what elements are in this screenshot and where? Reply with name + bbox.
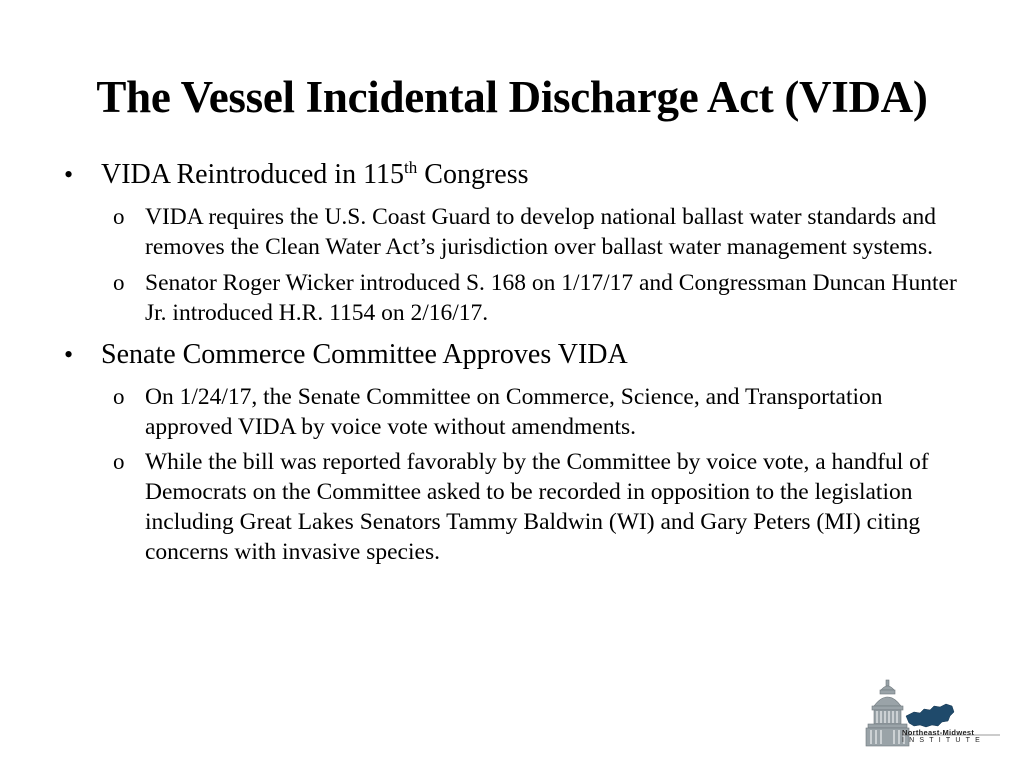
logo-name-line: Northeast-Midwest bbox=[902, 728, 975, 737]
subbullet-text: While the bill was reported favorably by the Committee by voice vote, a handful of Democrats on the Committee asked to be recorded in opposition to the legislation including Great Lakes Senators Tammy Baldwin (WI) and Gary Peters (MI) citing concerns with invasive species. bbox=[145, 449, 929, 565]
bullet-dot: • bbox=[64, 160, 74, 189]
subbullet-text: VIDA requires the U.S. Coast Guard to develop national ballast water standards and removes the Clean Water Act’s jurisdiction over ballast water management systems. bbox=[145, 204, 936, 260]
bullet-item bbox=[62, 158, 962, 192]
subbullet-item bbox=[113, 268, 962, 328]
bullet-item bbox=[62, 338, 962, 372]
subbullet-item bbox=[113, 202, 962, 262]
bullet-dot: • bbox=[64, 340, 74, 369]
bullet-text: Senate Commerce Committee Approves VIDA bbox=[101, 339, 628, 370]
subbullet-text: On 1/24/17, the Senate Committee on Commerce, Science, and Transportation approved VIDA by voice vote without amendments. bbox=[145, 384, 883, 440]
superscript: th bbox=[404, 158, 418, 177]
bullet-text-continued: Congress bbox=[417, 159, 529, 190]
bullet-text: VIDA Reintroduced in 115 bbox=[101, 159, 405, 190]
subbullet-text: Senator Roger Wicker introduced S. 168 on 1/17/17 and Congressman Duncan Hunter Jr. introduced H.R. 1154 on 2/16/17. bbox=[145, 270, 957, 326]
subbullet-marker: o bbox=[113, 204, 125, 229]
subbullet-item bbox=[113, 382, 962, 442]
subbullet-item bbox=[113, 447, 962, 567]
subbullet-marker: o bbox=[113, 384, 125, 409]
subbullet-marker: o bbox=[113, 449, 125, 474]
subbullet-marker: o bbox=[113, 270, 125, 295]
logo-institute-line: INSTITUTE bbox=[902, 737, 985, 744]
slide-title: The Vessel Incidental Discharge Act (VIDA) bbox=[96, 72, 928, 122]
northeast-midwest-institute-logo bbox=[862, 676, 1002, 748]
slide-body bbox=[62, 158, 962, 567]
